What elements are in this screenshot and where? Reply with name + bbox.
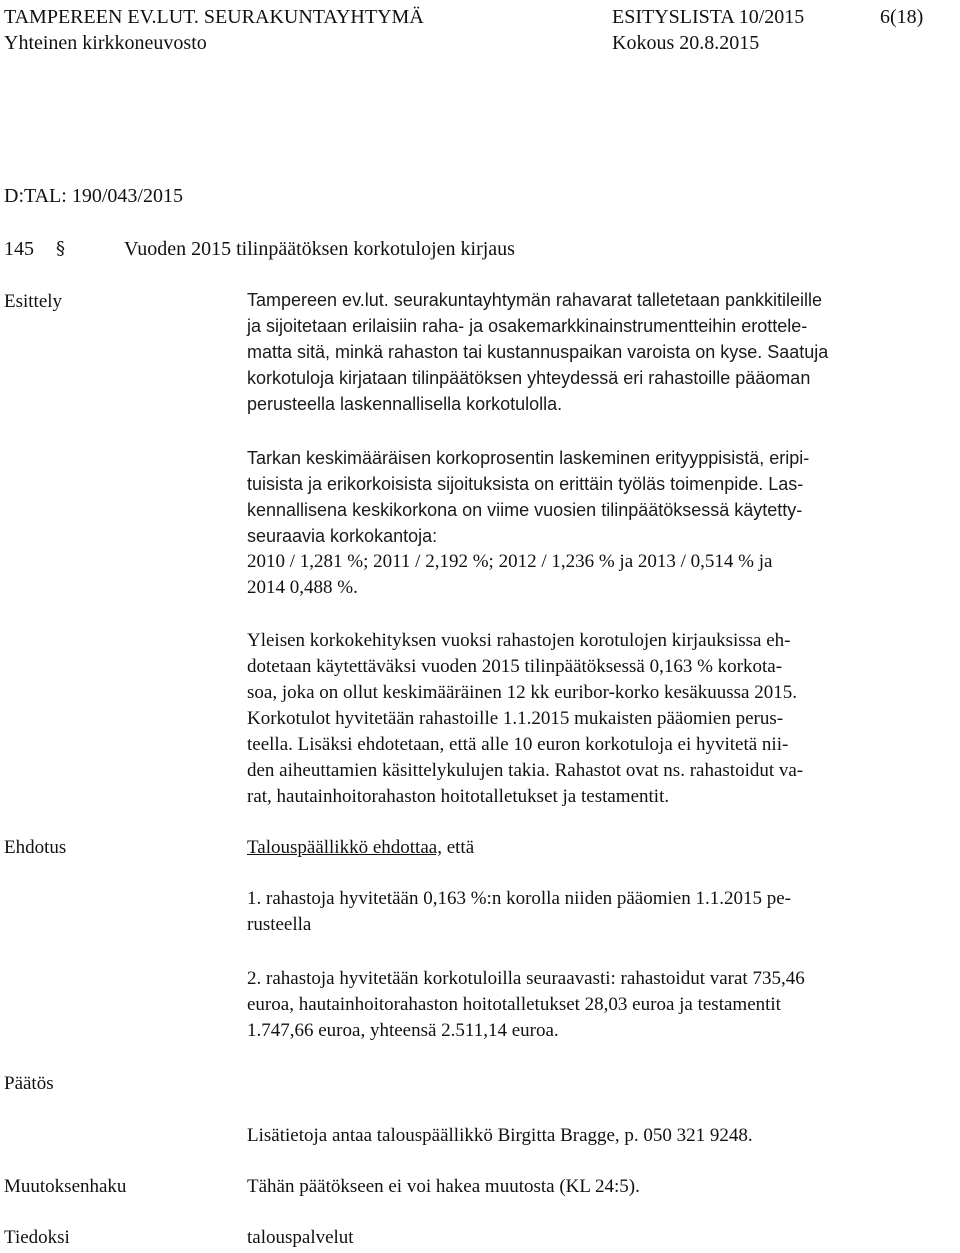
ehdotus-item-1 bbox=[247, 886, 791, 938]
interest-rates-line: 2014 0,488 %. bbox=[247, 577, 358, 598]
label-tiedoksi: Tiedoksi bbox=[4, 1227, 70, 1248]
label-esittely: Esittely bbox=[4, 291, 63, 312]
esittely-paragraph-1 bbox=[247, 287, 828, 417]
text-line: soa, joka on ollut keskimääräinen 12 kk euribor-korko kesäkuussa 2015. bbox=[247, 682, 797, 703]
text-line: den aiheuttamien käsittelykulujen takia. Rahastot ovat ns. rahastoidut va- bbox=[247, 760, 804, 781]
text-line: teella. Lisäksi ehdotetaan, että alle 10 euron korkotuloja ei hyvitetä nii- bbox=[247, 734, 789, 755]
label-muutoksenhaku: Muutoksenhaku bbox=[4, 1176, 127, 1197]
text-line: korkotuloja kirjataan tilinpäätöksen yhteydessä eri rahastoille pääoman bbox=[247, 368, 811, 388]
contact-info: Lisätietoja antaa talouspäällikkö Birgitta Bragge, p. 050 321 9248. bbox=[247, 1125, 753, 1146]
appeal-text: Tähän päätökseen ei voi hakea muutosta (KL 24:5). bbox=[247, 1176, 640, 1197]
text-line: 1.747,66 euroa, yhteensä 2.511,14 euroa. bbox=[247, 1020, 559, 1041]
text-line: ja sijoitetaan erilaisiin raha- ja osakemarkkinainstrumentteihin erottele- bbox=[247, 316, 808, 336]
text-line: kennallisena keskikorkona on viime vuosien tilinpäätöksessä käytetty- bbox=[247, 500, 803, 520]
header-meeting: Kokous 20.8.2015 bbox=[612, 32, 760, 54]
proposal-lead: että bbox=[441, 837, 475, 858]
text-line: Korkotulot hyvitetään rahastoille 1.1.2015 mukaisten pääomien perus- bbox=[247, 708, 784, 729]
recipient-text: talouspalvelut bbox=[247, 1227, 354, 1248]
text-line: rat, hautainhoitorahaston hoitotalletukset ja testamentit. bbox=[247, 786, 670, 807]
esittely-paragraph-3 bbox=[247, 628, 803, 810]
text-line: Tampereen ev.lut. seurakuntayhtymän rahavarat talletetaan pankkitileille bbox=[247, 290, 822, 310]
text-line: perusteella laskennallisella korkotulolla. bbox=[247, 394, 563, 414]
esittely-paragraph-2 bbox=[247, 445, 809, 601]
text-line: rusteella bbox=[247, 914, 312, 935]
text-line: matta sitä, minkä rahaston tai kustannuspaikan varoista on kyse. Saatuja bbox=[247, 342, 829, 362]
header-doc: ESITYSLISTA 10/2015 bbox=[612, 6, 805, 28]
document-number: D:TAL: 190/043/2015 bbox=[4, 185, 183, 207]
section-symbol: § bbox=[56, 238, 65, 259]
ehdotus-item-2 bbox=[247, 966, 805, 1044]
text-line: Tarkan keskimääräisen korkoprosentin laskeminen erityyppisistä, eripi- bbox=[247, 448, 810, 468]
proposer: Talouspäällikkö ehdottaa, bbox=[247, 837, 442, 858]
ehdotus-intro bbox=[247, 835, 474, 861]
text-line: Yleisen korkokehityksen vuoksi rahastojen korotulojen kirjauksissa eh- bbox=[247, 630, 791, 651]
header-body: Yhteinen kirkkoneuvosto bbox=[4, 32, 207, 54]
text-line: euroa, hautainhoitorahaston hoitotalletukset 28,03 euroa ja testamentit bbox=[247, 994, 781, 1015]
header-org: TAMPEREEN EV.LUT. SEURAKUNTAYHTYMÄ bbox=[4, 6, 424, 28]
text-line: tuisista ja erikorkoisista sijoituksista on erittäin työläs toimenpide. Las- bbox=[247, 474, 804, 494]
section-number: 145 bbox=[4, 238, 34, 260]
label-ehdotus: Ehdotus bbox=[4, 837, 67, 858]
text-line: seuraavia korkokantoja: bbox=[247, 526, 438, 546]
text-line: 1. rahastoja hyvitetään 0,163 %:n korolla niiden pääomien 1.1.2015 pe- bbox=[247, 888, 791, 909]
text-line: 2. rahastoja hyvitetään korkotuloilla seuraavasti: rahastoidut varat 735,46 bbox=[247, 968, 805, 989]
interest-rates-line: 2010 / 1,281 %; 2011 / 2,192 %; 2012 / 1,236 % ja 2013 / 0,514 % ja bbox=[247, 551, 773, 572]
header-page: 6(18) bbox=[880, 6, 924, 28]
section-title: Vuoden 2015 tilinpäätöksen korkotulojen kirjaus bbox=[124, 238, 515, 260]
label-paatos: Päätös bbox=[4, 1073, 54, 1094]
text-line: dotetaan käytettäväksi vuoden 2015 tilinpäätöksessä 0,163 % korkota- bbox=[247, 656, 783, 677]
